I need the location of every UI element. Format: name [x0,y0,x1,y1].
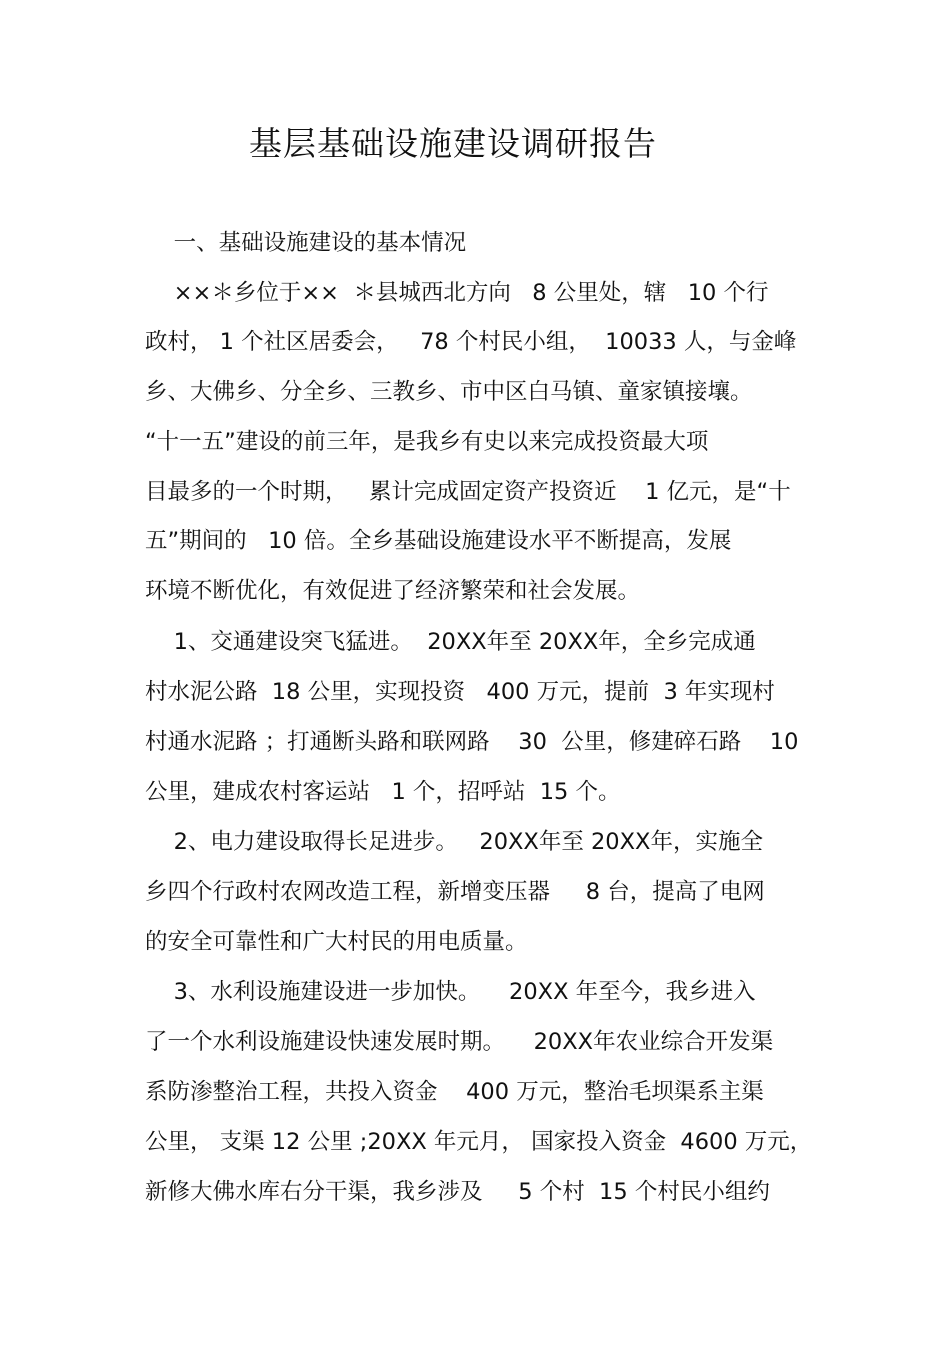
text-line: 2、电力建设取得长足进步。 20XX年至 20XX年，实施全 [145,829,763,855]
text-line: 公里，建成农村客运站 1 个，招呼站 15 个。 [145,779,621,805]
text-line: ××＊乡位于×× ＊县城西北方向 8 公里处，辖 10 个行 [145,280,769,306]
text-line: 环境不断优化，有效促进了经济繁荣和社会发展。 [145,578,641,604]
text-line: “十一五”建设的前三年，是我乡有史以来完成投资最大项 [145,429,709,455]
text-line: 五”期间的 10 倍。全乡基础设施建设水平不断提高，发展 [145,528,732,554]
text-line: 新修大佛水库右分干渠，我乡涉及 5 个村 15 个村民小组约 [145,1179,770,1205]
text-line: 的安全可靠性和广大村民的用电质量。 [145,929,528,955]
text-line: 3、水利设施建设进一步加快。 20XX 年至今，我乡进入 [145,979,756,1005]
text-line: 了一个水利设施建设快速发展时期。 20XX年农业综合开发渠 [145,1029,774,1055]
text-line: 乡四个行政村农网改造工程，新增变压器 8 台，提高了电网 [145,879,765,905]
text-line: 系防渗整治工程，共投入资金 400 万元，整治毛坝渠系主渠 [145,1079,764,1105]
text-line: 村水泥公路 18 公里，实现投资 400 万元，提前 3 年实现村 [145,679,775,705]
text-line: 目最多的一个时期， 累计完成固定资产投资近 1 亿元，是“十 [145,479,791,505]
text-line: 公里， 支渠 12 公里 ;20XX 年元月， 国家投入资金 4600 万元， [145,1129,813,1155]
document-title: 基层基础设施建设调研报告 [249,124,657,163]
text-line: 乡、大佛乡、分全乡、三教乡、市中区白马镇、童家镇接壤。 [145,379,753,405]
section-heading: 一、基础设施建设的基本情况 [145,230,467,256]
text-line: 政村， 1 个社区居委会， 78 个村民小组， 10033 人，与金峰 [145,329,797,355]
text-line: 1、交通建设突飞猛进。 20XX年至 20XX年，全乡完成通 [145,629,756,655]
text-line: 村通水泥路 ；打通断头路和联网路 30 公里，修建碎石路 10 [145,729,799,755]
